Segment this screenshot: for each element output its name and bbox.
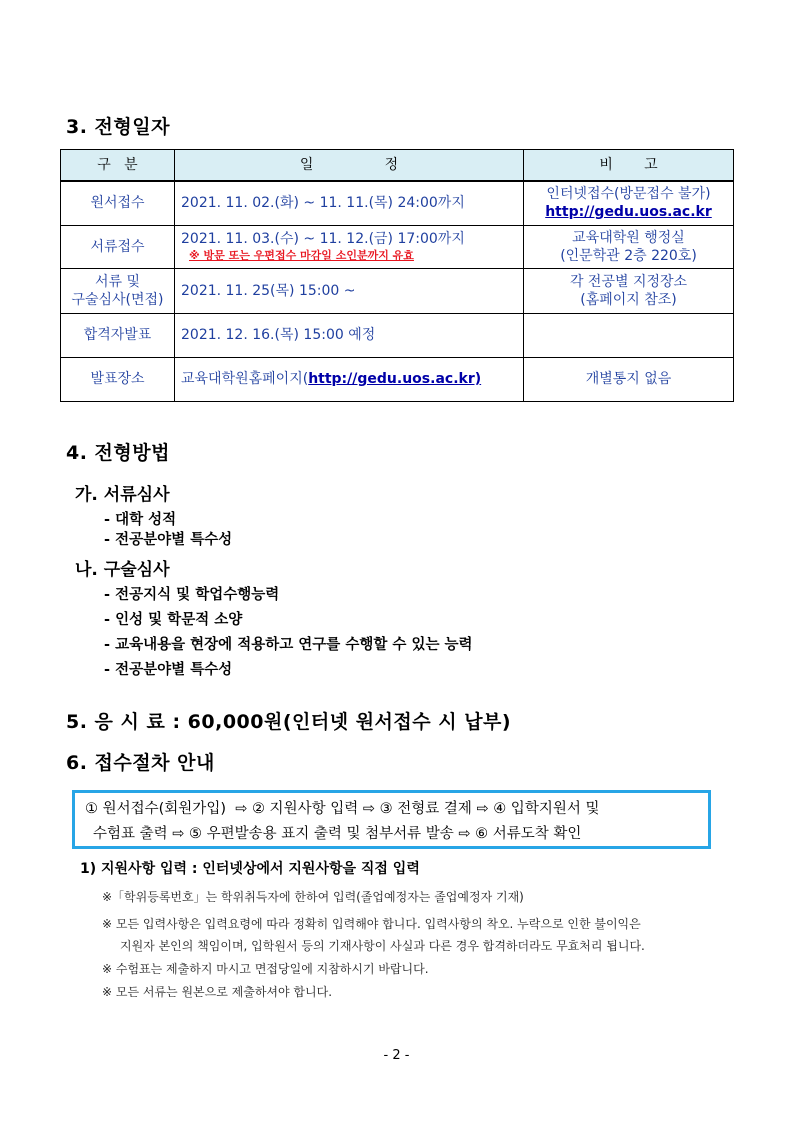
row-category: 원서접수 (61, 181, 175, 225)
procedure-steps-line2: 수험표 출력 ⇨ ⑤ 우편발송용 표지 출력 및 첨부서류 발송 ⇨ ⑥ 서류도착 확인 (93, 826, 582, 842)
note-line: 지원자 본인의 책임이며, 입학원서 등의 기재사항이 사실과 다른 경우 합격하더라도 무효처리 됩니다. (120, 939, 645, 953)
remark-line: (홈페이지 참조) (580, 291, 677, 308)
table-row (61, 268, 734, 313)
note-line: ※ 모든 입력사항은 입력요령에 따라 정확히 입력해야 합니다. 입력사항의 착오. 누락으로 인한 불이익은 (102, 917, 641, 931)
procedure-steps-line1: ① 원서접수(회원가입) ⇨ ② 지원사항 입력 ⇨ ③ 전형료 결제 ⇨ ④ 입학지원서 및 (85, 801, 600, 817)
section-6-title: 6. 접수절차 안내 (66, 752, 215, 774)
table-row (61, 357, 734, 401)
table-row (61, 225, 734, 268)
list-item: - 전공분야별 특수성 (104, 532, 233, 548)
row-remark (524, 313, 734, 357)
procedure-box (72, 790, 711, 849)
row-category: 발표장소 (61, 357, 175, 401)
list-item: - 인성 및 학문적 소양 (104, 612, 243, 628)
section-4-title: 4. 전형방법 (66, 442, 170, 464)
table-row (61, 181, 734, 225)
remark-line: (인문학관 2층 220호) (560, 247, 697, 264)
remark-line: 인터넷접수(방문접수 불가) (546, 186, 711, 203)
category-line: 구술심사(면접) (71, 291, 164, 308)
list-item: - 교육내용을 현장에 적용하고 연구를 수행할 수 있는 능력 (104, 637, 473, 653)
schedule-table (60, 149, 734, 402)
list-item: - 전공지식 및 학업수행능력 (104, 587, 280, 603)
input-step-title: 1) 지원사항 입력 : 인터넷상에서 지원사항을 직접 입력 (80, 861, 420, 877)
row-schedule: 2021. 11. 02.(화) ~ 11. 11.(목) 24:00까지 (175, 181, 524, 225)
section-5-title: 5. 응 시 료 : 60,000원(인터넷 원서접수 시 납부) (66, 711, 512, 733)
note-line: ※ 모든 서류는 원본으로 제출하셔야 합니다. (102, 985, 333, 999)
row-category: 서류접수 (61, 225, 175, 268)
schedule-text: 2021. 11. 03.(수) ~ 11. 12.(금) 17:00까지 (181, 230, 465, 247)
row-schedule (175, 357, 524, 401)
announcement-link[interactable]: http://gedu.uos.ac.kr) (308, 371, 482, 387)
row-category: 합격자발표 (61, 313, 175, 357)
schedule-text: 교육대학원홈페이지( (181, 371, 309, 387)
section-3-title: 3. 전형일자 (66, 116, 170, 138)
row-remark (524, 225, 734, 268)
table-row (61, 313, 734, 357)
list-item: - 전공분야별 특수성 (104, 662, 233, 678)
subsection-oral-exam: 나. 구술심사 (75, 560, 170, 580)
row-remark (524, 181, 734, 225)
header-category: 구 분 (61, 150, 175, 182)
homepage-link[interactable]: http://gedu.uos.ac.kr (545, 204, 712, 221)
remark-line: 각 전공별 지정장소 (569, 273, 688, 290)
list-item: - 대학 성적 (104, 512, 177, 528)
row-schedule: 2021. 11. 25(목) 15:00 ~ (175, 268, 524, 313)
row-category (61, 268, 175, 313)
row-schedule: 2021. 12. 16.(목) 15:00 예정 (175, 313, 524, 357)
table-header-row (61, 150, 734, 182)
header-remark: 비 고 (524, 150, 734, 182)
row-remark (524, 268, 734, 313)
row-remark: 개별통지 없음 (524, 357, 734, 401)
remark-line: 교육대학원 행정실 (572, 229, 685, 246)
row-schedule (175, 225, 524, 268)
note-line: ※「학위등록번호」는 학위취득자에 한하여 입력(졸업예정자는 졸업예정자 기재) (102, 890, 524, 904)
header-schedule: 일 정 (175, 150, 524, 182)
note-line: ※ 수험표는 제출하지 마시고 면접당일에 지참하시기 바랍니다. (102, 962, 429, 976)
postmark-warning: ※ 방문 또는 우편접수 마감일 소인분까지 유효 (189, 248, 414, 262)
page-number: - 2 - (383, 1048, 410, 1063)
category-line: 서류 및 (94, 273, 141, 290)
subsection-document-review: 가. 서류심사 (75, 485, 170, 505)
